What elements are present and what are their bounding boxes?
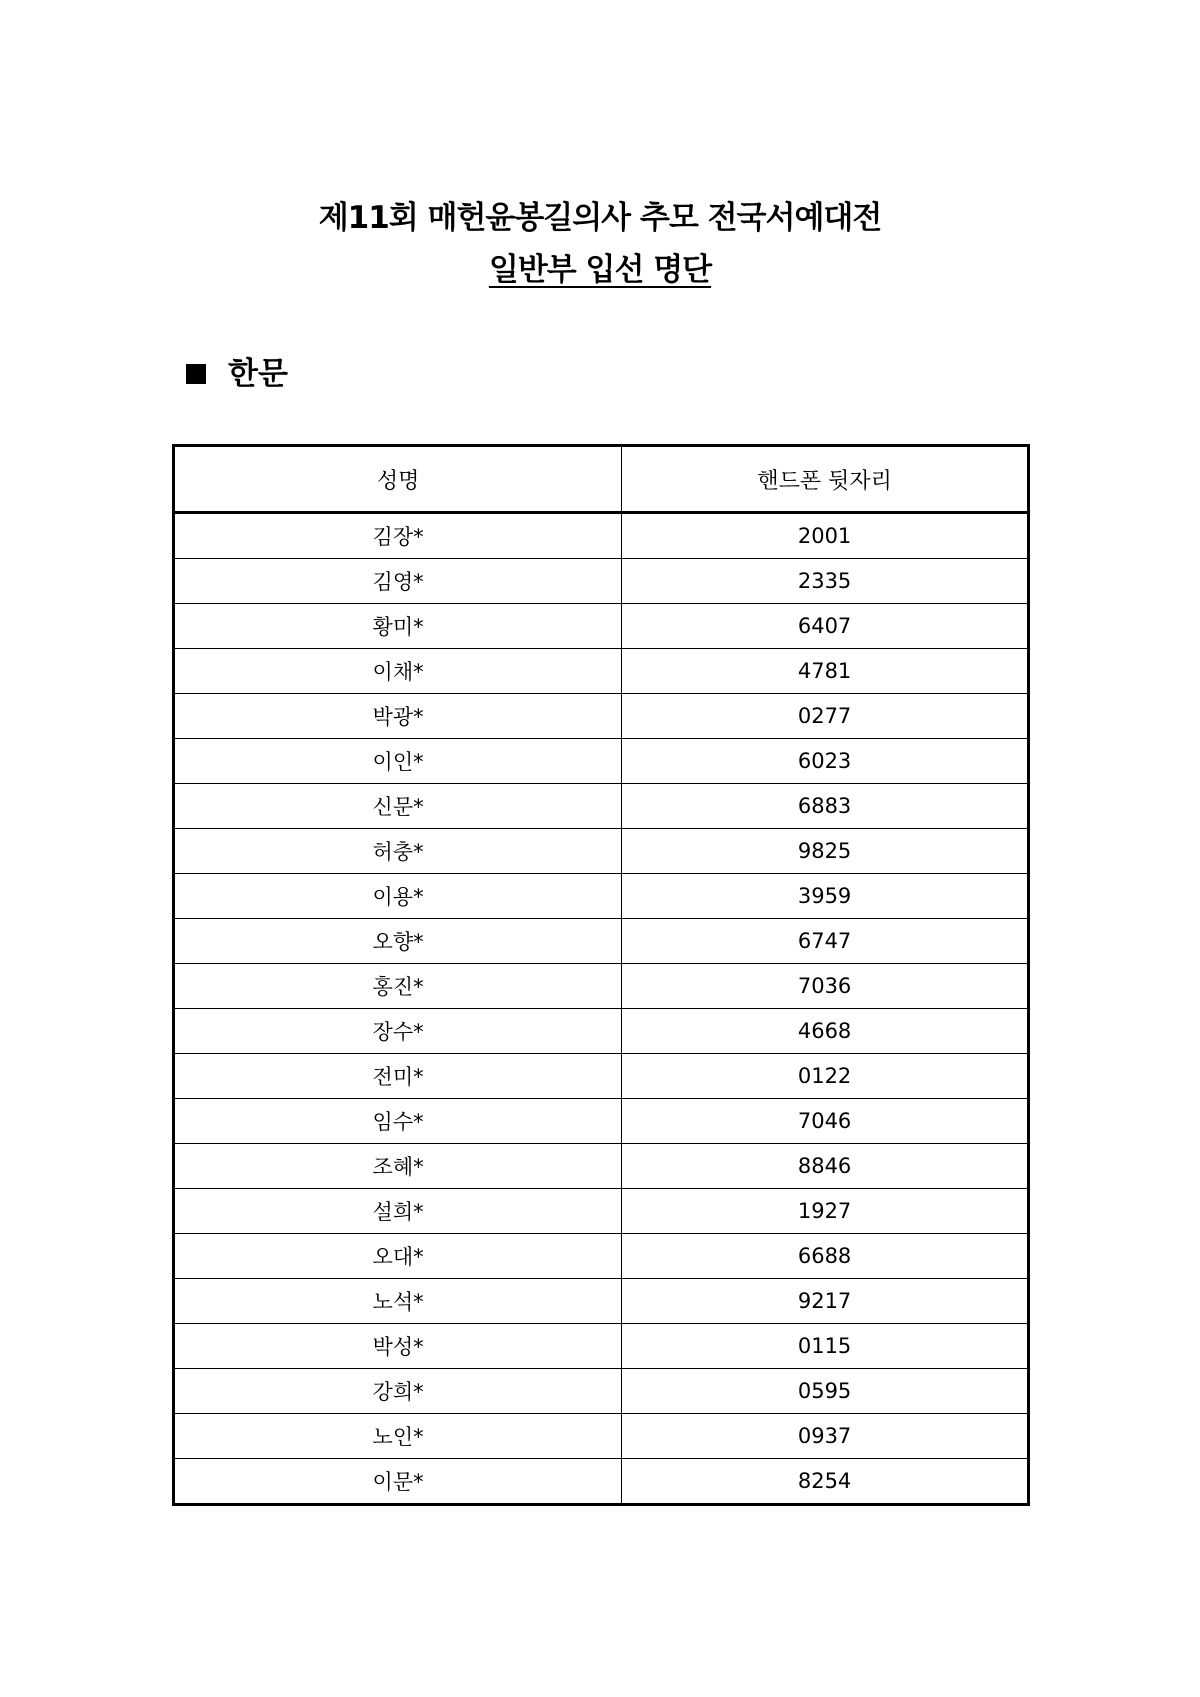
- table-row: [174, 1189, 1029, 1234]
- table-body: [174, 513, 1029, 1505]
- cell-phone: 0115: [622, 1324, 1029, 1369]
- cell-name: 임수*: [174, 1099, 622, 1144]
- cell-name: 전미*: [174, 1054, 622, 1099]
- table-row: [174, 1099, 1029, 1144]
- table-row: [174, 1369, 1029, 1414]
- cell-name: 오향*: [174, 919, 622, 964]
- black-square-icon: [186, 364, 206, 384]
- subtitle-text: 일반부 입선 명단: [488, 252, 712, 288]
- title-competition: 제11회 매헌윤봉길의사 추모 전국서예대전: [318, 200, 882, 236]
- table-row: [174, 739, 1029, 784]
- table-row: [174, 1459, 1029, 1505]
- cell-phone: 2335: [622, 559, 1029, 604]
- cell-phone: 0122: [622, 1054, 1029, 1099]
- table-row: [174, 694, 1029, 739]
- title-subtitle: [0, 248, 1200, 292]
- cell-phone: 4668: [622, 1009, 1029, 1054]
- table-header-row: [174, 446, 1029, 513]
- table-row: [174, 513, 1029, 559]
- cell-name: 허충*: [174, 829, 622, 874]
- cell-name: 노석*: [174, 1279, 622, 1324]
- cell-phone: 3959: [622, 874, 1029, 919]
- table-row: [174, 1414, 1029, 1459]
- cell-name: 김영*: [174, 559, 622, 604]
- cell-phone: 7036: [622, 964, 1029, 1009]
- cell-phone: 0277: [622, 694, 1029, 739]
- header-phone: 핸드폰 뒷자리: [622, 446, 1029, 513]
- section-label: 한문: [228, 356, 288, 392]
- table-row: [174, 559, 1029, 604]
- cell-name: 황미*: [174, 604, 622, 649]
- section-heading: [186, 352, 288, 396]
- cell-name: 노인*: [174, 1414, 622, 1459]
- table-row: [174, 1144, 1029, 1189]
- cell-name: 설희*: [174, 1189, 622, 1234]
- table-row: [174, 829, 1029, 874]
- cell-phone: 8254: [797, 1469, 852, 1493]
- table-row: [174, 919, 1029, 964]
- document-title: [0, 196, 1200, 292]
- cell-name: 김장*: [174, 513, 622, 559]
- cell-name: 박성*: [174, 1324, 622, 1369]
- cell-name: 이용*: [174, 874, 622, 919]
- cell-phone: 0595: [622, 1369, 1029, 1414]
- table-row: [174, 1009, 1029, 1054]
- table-row: [174, 1324, 1029, 1369]
- cell-phone: 2001: [622, 513, 1029, 559]
- cell-phone: 6023: [622, 739, 1029, 784]
- cell-phone: 6407: [622, 604, 1029, 649]
- cell-phone: 6688: [622, 1234, 1029, 1279]
- cell-phone: 8846: [622, 1144, 1029, 1189]
- cell-phone: 6883: [622, 784, 1029, 829]
- cell-phone: 6747: [622, 919, 1029, 964]
- cell-name: 박광*: [174, 694, 622, 739]
- cell-name: 강희*: [174, 1369, 622, 1414]
- table-row: [174, 784, 1029, 829]
- table-row: [174, 649, 1029, 694]
- cell-name: 조혜*: [174, 1144, 622, 1189]
- cell-name: 이인*: [174, 739, 622, 784]
- cell-phone: 9825: [622, 829, 1029, 874]
- cell-phone: 9217: [622, 1279, 1029, 1324]
- cell-name: 신문*: [174, 784, 622, 829]
- winners-table: [172, 444, 1030, 1506]
- cell-name: 홍진*: [174, 964, 622, 1009]
- table-row: [174, 1234, 1029, 1279]
- cell-name: 이채*: [174, 649, 622, 694]
- cell-phone: 0937: [622, 1414, 1029, 1459]
- table-row: [174, 1279, 1029, 1324]
- cell-name: 이문*: [174, 1459, 622, 1505]
- cell-name: 장수*: [174, 1009, 622, 1054]
- table-row: [174, 874, 1029, 919]
- cell-phone: 7046: [622, 1099, 1029, 1144]
- cell-phone: 4781: [622, 649, 1029, 694]
- header-name: 성명: [174, 446, 622, 513]
- cell-name: 오대*: [174, 1234, 622, 1279]
- cell-phone: 1927: [622, 1189, 1029, 1234]
- table-row: [174, 604, 1029, 649]
- table-row: [174, 964, 1029, 1009]
- table-row: [174, 1054, 1029, 1099]
